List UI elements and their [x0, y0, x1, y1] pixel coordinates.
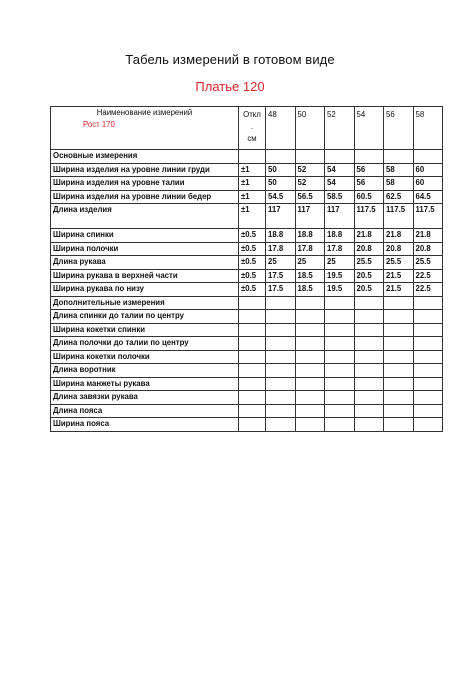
size-value-cell — [266, 350, 296, 364]
size-value-cell — [384, 418, 414, 432]
size-value-cell: 20.8 — [384, 242, 414, 256]
size-value-cell — [384, 323, 414, 337]
measurement-name-cell: Ширина пояса — [51, 418, 239, 432]
size-value-cell — [413, 337, 443, 351]
size-value-cell: 56.5 — [295, 190, 325, 204]
size-value-cell — [266, 418, 296, 432]
tolerance-cell — [239, 337, 266, 351]
header-size-cell: 54 — [354, 107, 384, 150]
tolerance-cell: ±0.5 — [239, 242, 266, 256]
measurement-name-cell: Ширина манжеты рукава — [51, 377, 239, 391]
size-value-cell — [266, 310, 296, 324]
size-value-cell: 25.5 — [354, 256, 384, 270]
table-row — [51, 190, 443, 204]
size-value-cell — [384, 404, 414, 418]
size-value-cell — [413, 150, 443, 164]
size-value-cell — [384, 310, 414, 324]
size-value-cell — [266, 377, 296, 391]
size-value-cell: 21.5 — [384, 283, 414, 297]
size-value-cell — [413, 296, 443, 310]
size-value-cell — [325, 323, 355, 337]
size-value-cell — [325, 377, 355, 391]
size-value-cell — [384, 364, 414, 378]
table-header-row — [51, 107, 443, 150]
table-row — [51, 163, 443, 177]
measurement-name-cell: Ширина изделия на уровне линии груди — [51, 163, 239, 177]
size-value-cell — [325, 404, 355, 418]
size-value-cell — [325, 350, 355, 364]
size-value-cell — [325, 310, 355, 324]
size-value-cell — [354, 323, 384, 337]
size-value-cell — [295, 350, 325, 364]
size-value-cell — [295, 377, 325, 391]
size-value-cell: 18.8 — [295, 229, 325, 243]
table-row — [51, 377, 443, 391]
page-title: Табель измерений в готовом виде — [125, 52, 335, 67]
tolerance-cell — [239, 364, 266, 378]
size-value-cell: 22.5 — [413, 269, 443, 283]
size-value-cell: 25.5 — [384, 256, 414, 270]
size-value-cell — [384, 337, 414, 351]
size-value-cell — [384, 150, 414, 164]
size-value-cell: 64.5 — [413, 190, 443, 204]
size-value-cell: 56 — [354, 163, 384, 177]
size-value-cell: 17.8 — [325, 242, 355, 256]
product-title: Платье 120 — [195, 79, 265, 94]
header-height-label: Рост 170 — [83, 120, 115, 129]
size-value-cell: 21.8 — [354, 229, 384, 243]
tolerance-cell: ±1 — [239, 190, 266, 204]
measurement-name-cell: Ширина рукава в верхней части — [51, 269, 239, 283]
size-value-cell — [413, 323, 443, 337]
size-value-cell — [295, 364, 325, 378]
table-row — [51, 242, 443, 256]
tolerance-cell — [239, 323, 266, 337]
size-value-cell — [354, 337, 384, 351]
size-value-cell — [295, 391, 325, 405]
size-value-cell — [266, 391, 296, 405]
size-value-cell: 117 — [295, 204, 325, 229]
size-value-cell — [354, 391, 384, 405]
measurement-name-cell: Длина спинки до талии по центру — [51, 310, 239, 324]
size-value-cell: 18.8 — [266, 229, 296, 243]
size-value-cell — [354, 150, 384, 164]
size-value-cell: 60.5 — [354, 190, 384, 204]
size-value-cell: 54 — [325, 177, 355, 191]
size-value-cell — [413, 350, 443, 364]
size-value-cell: 117 — [266, 204, 296, 229]
size-value-cell: 50 — [266, 163, 296, 177]
header-size-cell: 56 — [384, 107, 414, 150]
size-value-cell: 20.8 — [354, 242, 384, 256]
header-tolerance-line: . — [250, 122, 254, 131]
size-value-cell — [354, 377, 384, 391]
table-row — [51, 229, 443, 243]
size-value-cell: 25 — [266, 256, 296, 270]
size-value-cell — [384, 350, 414, 364]
tolerance-cell: ±0.5 — [239, 283, 266, 297]
size-value-cell — [384, 377, 414, 391]
size-value-cell: 60 — [413, 177, 443, 191]
table-row — [51, 323, 443, 337]
size-value-cell — [295, 150, 325, 164]
size-value-cell: 117.5 — [354, 204, 384, 229]
size-value-cell: 62.5 — [384, 190, 414, 204]
measurement-name-cell: Дополнительные измерения — [51, 296, 239, 310]
size-value-cell — [266, 364, 296, 378]
size-value-cell: 58.5 — [325, 190, 355, 204]
size-value-cell — [413, 418, 443, 432]
table-row — [51, 269, 443, 283]
size-value-cell — [266, 337, 296, 351]
tolerance-cell: ±1 — [239, 204, 266, 229]
size-value-cell: 19.5 — [325, 283, 355, 297]
measurement-name-cell: Ширина рукава по низу — [51, 283, 239, 297]
measurement-name-cell: Длина изделия — [51, 204, 239, 229]
tolerance-cell: ±1 — [239, 163, 266, 177]
tolerance-cell: ±0.5 — [239, 269, 266, 283]
tolerance-cell — [239, 310, 266, 324]
table-row — [51, 350, 443, 364]
table-row — [51, 283, 443, 297]
size-value-cell — [325, 364, 355, 378]
size-value-cell: 50 — [266, 177, 296, 191]
size-value-cell — [354, 310, 384, 324]
table-row — [51, 296, 443, 310]
tolerance-cell — [239, 350, 266, 364]
size-value-cell: 17.5 — [266, 269, 296, 283]
table-row — [51, 204, 443, 229]
size-value-cell: 17.8 — [295, 242, 325, 256]
size-value-cell — [295, 418, 325, 432]
size-value-cell: 21.8 — [413, 229, 443, 243]
tolerance-cell: ±0.5 — [239, 229, 266, 243]
size-value-cell — [325, 337, 355, 351]
size-value-cell — [413, 310, 443, 324]
table-row — [51, 256, 443, 270]
size-value-cell — [354, 364, 384, 378]
tolerance-cell: ±0.5 — [239, 256, 266, 270]
table-row — [51, 364, 443, 378]
header-tolerance-line: см — [247, 134, 257, 143]
tolerance-cell: ±1 — [239, 177, 266, 191]
size-value-cell — [295, 323, 325, 337]
size-value-cell: 20.5 — [354, 283, 384, 297]
size-value-cell — [325, 150, 355, 164]
header-tolerance-cell — [239, 107, 266, 150]
table-row — [51, 337, 443, 351]
size-value-cell: 117.5 — [413, 204, 443, 229]
size-value-cell: 21.5 — [384, 269, 414, 283]
size-value-cell — [295, 296, 325, 310]
size-value-cell: 52 — [295, 177, 325, 191]
size-value-cell: 58 — [384, 177, 414, 191]
size-value-cell: 54.5 — [266, 190, 296, 204]
measurements-table — [50, 106, 443, 432]
header-size-cell: 50 — [295, 107, 325, 150]
size-value-cell — [266, 150, 296, 164]
size-value-cell: 58 — [384, 163, 414, 177]
size-value-cell: 17.8 — [266, 242, 296, 256]
size-value-cell — [266, 323, 296, 337]
size-value-cell — [384, 296, 414, 310]
size-value-cell — [266, 296, 296, 310]
size-value-cell: 117 — [325, 204, 355, 229]
measurement-name-cell: Ширина изделия на уровне линии бедер — [51, 190, 239, 204]
table-row — [51, 310, 443, 324]
size-value-cell: 17.5 — [266, 283, 296, 297]
header-size-cell: 48 — [266, 107, 296, 150]
tolerance-cell — [239, 150, 266, 164]
size-value-cell — [354, 418, 384, 432]
header-name-cell — [51, 107, 239, 150]
size-value-cell: 52 — [295, 163, 325, 177]
header-size-cell: 52 — [325, 107, 355, 150]
size-value-cell — [413, 404, 443, 418]
measurement-name-cell: Длина полочки до талии по центру — [51, 337, 239, 351]
size-value-cell — [295, 404, 325, 418]
size-value-cell: 21.8 — [384, 229, 414, 243]
tolerance-cell — [239, 391, 266, 405]
measurement-name-cell: Ширина кокетки спинки — [51, 323, 239, 337]
measurement-name-cell: Длина рукава — [51, 256, 239, 270]
size-value-cell: 25 — [295, 256, 325, 270]
table-row — [51, 404, 443, 418]
size-value-cell: 54 — [325, 163, 355, 177]
size-value-cell: 25.5 — [413, 256, 443, 270]
size-value-cell: 22.5 — [413, 283, 443, 297]
size-value-cell: 18.5 — [295, 269, 325, 283]
measurement-name-cell: Ширина кокетки полочки — [51, 350, 239, 364]
size-value-cell: 56 — [354, 177, 384, 191]
size-value-cell — [325, 418, 355, 432]
size-value-cell: 20.8 — [413, 242, 443, 256]
measurement-name-cell: Длина завязки рукава — [51, 391, 239, 405]
size-value-cell — [354, 296, 384, 310]
table-row — [51, 418, 443, 432]
table-row — [51, 150, 443, 164]
tolerance-cell — [239, 377, 266, 391]
size-value-cell — [384, 391, 414, 405]
size-value-cell — [325, 296, 355, 310]
size-value-cell — [295, 310, 325, 324]
measurement-name-cell: Длина воротник — [51, 364, 239, 378]
size-value-cell: 19.5 — [325, 269, 355, 283]
size-value-cell — [413, 364, 443, 378]
size-value-cell — [354, 350, 384, 364]
size-value-cell: 25 — [325, 256, 355, 270]
size-value-cell — [354, 404, 384, 418]
size-value-cell: 20.5 — [354, 269, 384, 283]
size-value-cell — [325, 391, 355, 405]
table-row — [51, 391, 443, 405]
measurement-name-cell: Ширина полочки — [51, 242, 239, 256]
size-value-cell — [295, 337, 325, 351]
size-value-cell: 18.5 — [295, 283, 325, 297]
tolerance-cell — [239, 404, 266, 418]
header-name-label: Наименование измерений — [96, 108, 193, 117]
measurement-name-cell: Ширина изделия на уровне талии — [51, 177, 239, 191]
table-row — [51, 177, 443, 191]
tolerance-cell — [239, 418, 266, 432]
size-value-cell: 18.8 — [325, 229, 355, 243]
measurement-name-cell: Ширина спинки — [51, 229, 239, 243]
size-value-cell: 60 — [413, 163, 443, 177]
measurement-name-cell: Длина пояса — [51, 404, 239, 418]
size-value-cell — [413, 377, 443, 391]
size-value-cell: 117.5 — [384, 204, 414, 229]
size-value-cell — [266, 404, 296, 418]
tolerance-cell — [239, 296, 266, 310]
measurement-name-cell: Основные измерения — [51, 150, 239, 164]
header-tolerance-line: Откл — [243, 110, 261, 119]
size-value-cell — [413, 391, 443, 405]
header-size-cell: 58 — [413, 107, 443, 150]
